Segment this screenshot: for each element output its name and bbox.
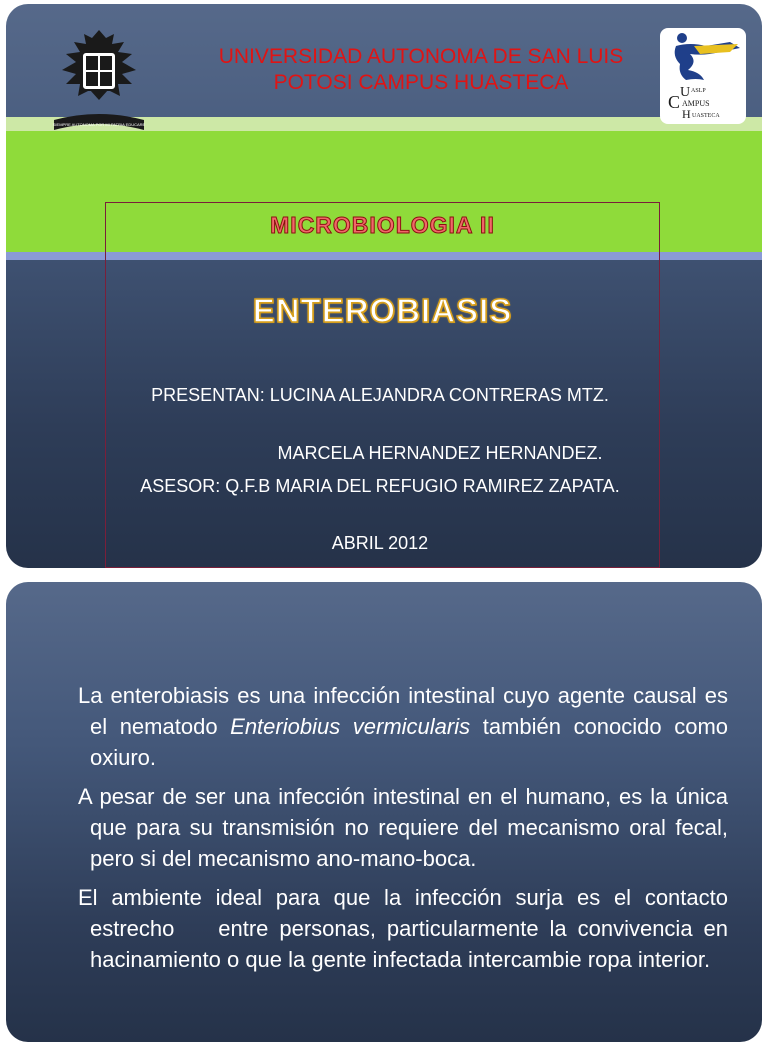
presenters-line-1: PRESENTAN: LUCINA ALEJANDRA CONTRERAS MTZ. — [151, 385, 609, 405]
svg-text:UASTECA: UASTECA — [692, 113, 720, 119]
campus-logo-icon — [660, 28, 746, 124]
svg-text:U: U — [680, 85, 691, 100]
university-seal-icon — [48, 22, 150, 134]
species-name: Enteriobius vermicularis — [230, 714, 471, 739]
presenters-line-2: MARCELA HERNANDEZ HERNANDEZ. — [277, 443, 603, 463]
svg-text:ASLP: ASLP — [691, 88, 706, 94]
course-name: MICROBIOLOGIA II — [270, 212, 495, 238]
presentation-date: ABRIL 2012 — [331, 533, 429, 553]
paragraph-3: El ambiente ideal para que la infección surja es el contacto estrecho entre personas, particularmente la convivencia en hacinamiento o que la gente infectada intercambie ropa interior. — [78, 885, 735, 972]
paragraph-2: A pesar de ser una infección intestinal en el humano, es la única que para su transmisión no requiere del mecanismo oral fecal, pero si del mecanismo ano-mano-boca. — [78, 784, 728, 871]
svg-text:C: C — [668, 92, 681, 112]
svg-text:AMPUS: AMPUS — [682, 99, 710, 108]
campus-logo — [660, 28, 746, 124]
seal-motto: SIEMPRE AUTONOMA POR MI PATRIA EDUCARE — [52, 122, 146, 127]
slide-body — [78, 680, 735, 983]
university-name: UNIVERSIDAD AUTONOMA DE SAN LUIS POTOSI CAMPUS HUASTECA — [218, 45, 624, 94]
content-slide — [6, 582, 762, 1042]
advisor: ASESOR: Q.F.B MARIA DEL REFUGIO RAMIREZ ZAPATA. — [140, 476, 620, 496]
svg-text:H: H — [682, 107, 691, 121]
title-slide — [6, 4, 762, 568]
presentation-title: ENTEROBIASIS — [252, 292, 513, 329]
paragraph-1: La enterobiasis es una infección intestinal cuyo agente causal es el nematodo Enteriobius vermicularis también conocido como oxiuro. — [78, 683, 729, 770]
